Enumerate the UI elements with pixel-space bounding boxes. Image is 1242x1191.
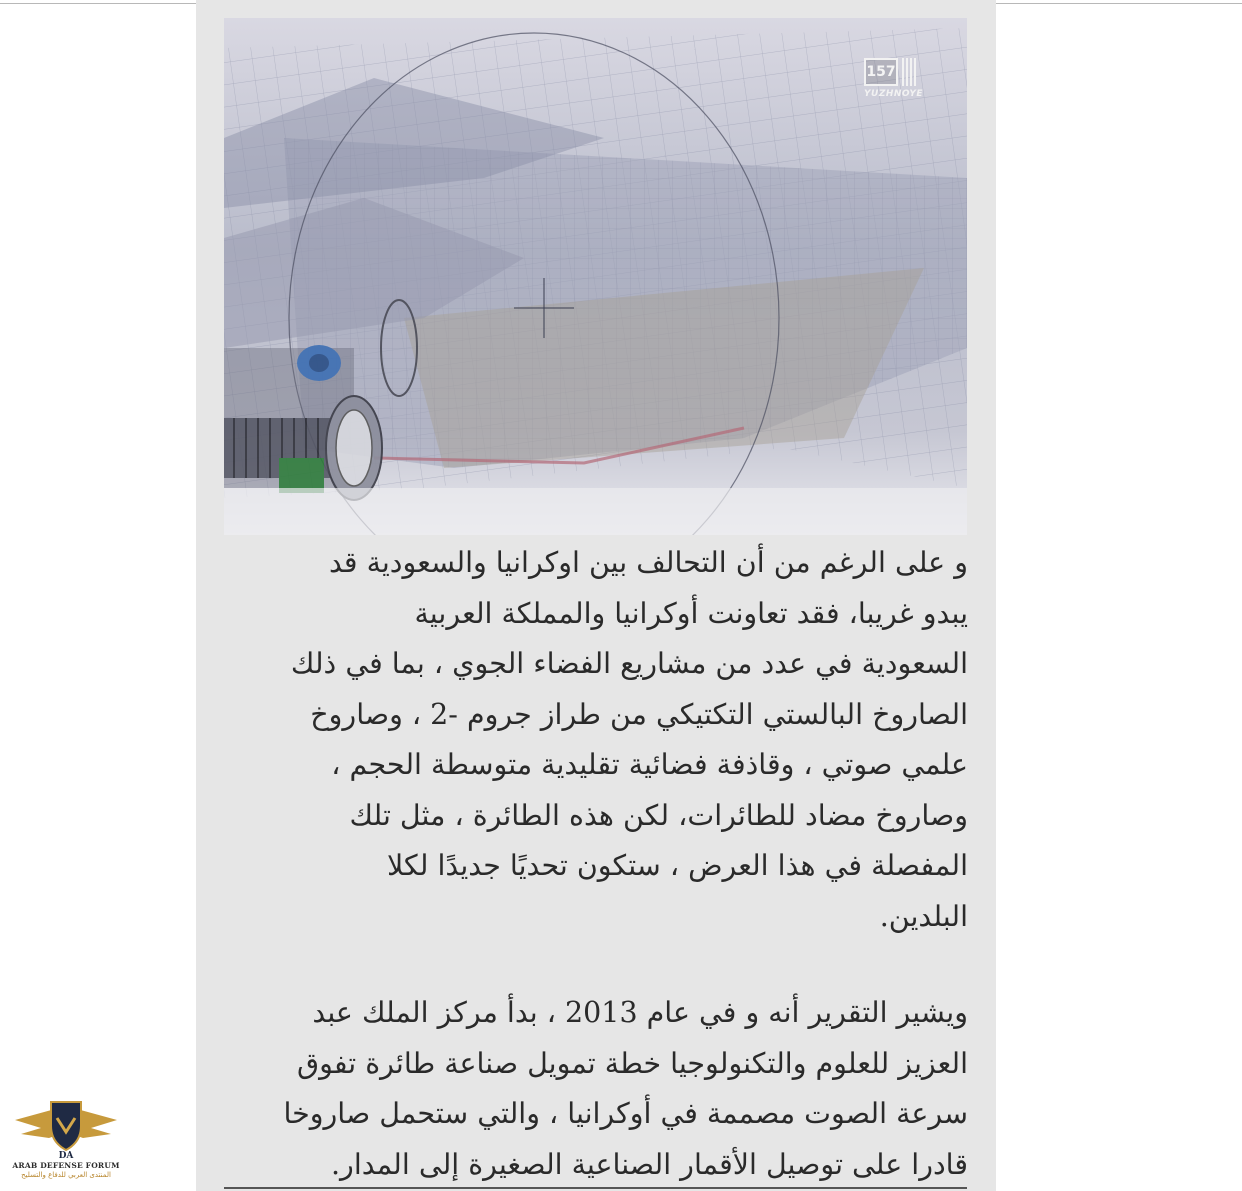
text-line: و على الرغم من أن التحالف بين اوكرانيا والسعودية قد bbox=[328, 546, 968, 579]
article-paragraph-2 bbox=[226, 988, 968, 1190]
text-line: البلدين. bbox=[879, 899, 968, 933]
article-paragraph-1 bbox=[226, 538, 968, 942]
text-line: ويشير التقرير أنه و في عام 2013 ، بدأ مركز الملك عبد bbox=[312, 996, 968, 1029]
wings-shield-icon bbox=[11, 1098, 121, 1160]
text-line: السعودية في عدد من مشاريع الفضاء الجوي ، بما في ذلك bbox=[290, 647, 968, 680]
text-line: الصاروخ البالستي التكتيكي من طراز جروم -2 ، وصاروخ bbox=[310, 697, 968, 731]
text-line: العزيز للعلوم والتكنولوجيا خطة تمويل صناعة طائرة تفوق bbox=[297, 1046, 968, 1080]
text-line: سرعة الصوت مصممة في أوكرانيا ، والتي ستحمل صاروخا bbox=[283, 1097, 968, 1130]
bottom-divider bbox=[224, 1187, 967, 1189]
logo-name-en: ARAB DEFENSE FORUM bbox=[12, 1161, 120, 1170]
text-line: وصاروخ مضاد للطائرات، لكن هذه الطائرة ، مثل تلك bbox=[349, 798, 968, 832]
text-line: يبدو غريبا، فقد تعاونت أوكرانيا والمملكة العربية bbox=[414, 596, 968, 630]
watermark-number: 157 bbox=[864, 58, 898, 86]
text-line: علمي صوتي ، وقاذفة فضائية تقليدية متوسطة الحجم ، bbox=[331, 748, 968, 781]
text-line: المفصلة في هذا العرض ، ستكون تحديًا جديدًا لكلا bbox=[386, 849, 968, 882]
watermark-brand: YUZHNOYE bbox=[864, 89, 924, 99]
svg-text:DA: DA bbox=[58, 1151, 74, 1160]
article-body bbox=[226, 538, 968, 1190]
article-image bbox=[224, 18, 967, 535]
yuzhnoye-watermark bbox=[864, 58, 924, 104]
text-line: قادرا على توصيل الأقمار الصناعية الصغيرة إلى المدار. bbox=[331, 1147, 968, 1181]
arab-defense-forum-logo[interactable] bbox=[8, 1098, 124, 1188]
logo-name-ar: المنتدى العربي للدفاع والتسليح bbox=[21, 1171, 111, 1179]
film-strip-icon bbox=[902, 58, 916, 86]
